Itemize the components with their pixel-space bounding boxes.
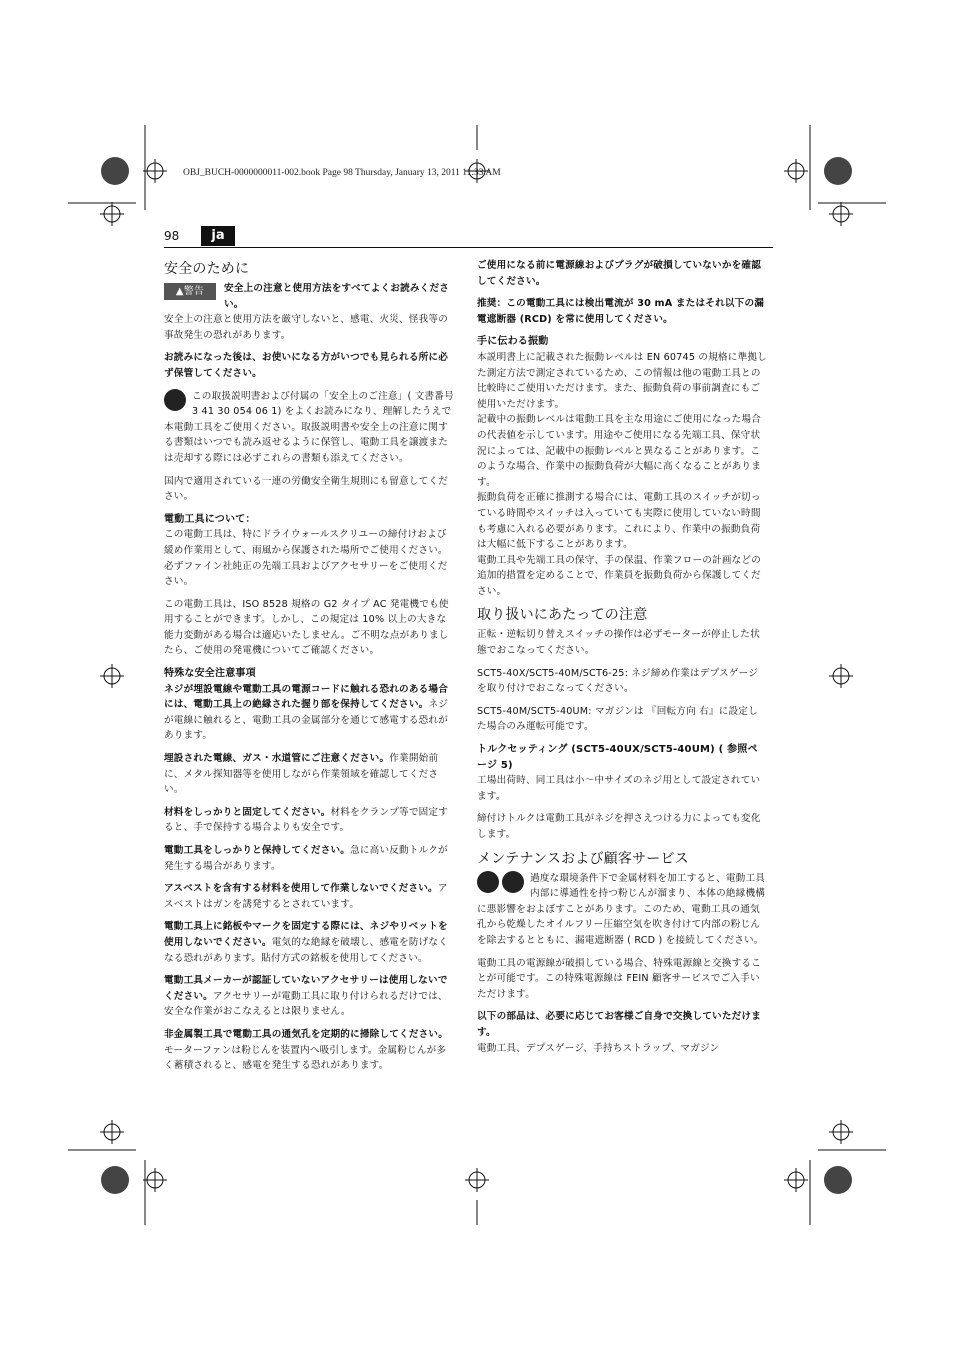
generator-paragraph: この電動工具は、ISO 8528 規格の G2 タイプ AC 発電機でも使用することができます。しかし、この規定は 10% 以上の大きな能力変動がある場合は適応いたしません。ご不明な点がありましたら、ご使用の発電機についてご確認ください。: [164, 598, 449, 657]
eye-protection-icon: [477, 871, 499, 893]
left-column: [164, 258, 454, 1081]
magazine-paragraph: SCT5-40M/SCT5-40UM: マガジンは 『回転方向 右』に設定した場合のみ運転可能です。: [477, 705, 758, 733]
header-rule: [164, 247, 773, 248]
warning-text: 安全上の注意と使用方法を厳守しないと、感電、火災、怪我等の事故発生の恐れがあります。: [164, 314, 449, 341]
special-safety-heading: 特殊な安全注意事項: [164, 668, 256, 680]
torque-paragraph: 締付けトルクは電動工具がネジを押さえつける力によっても変化します。: [477, 813, 761, 840]
safety-item: 電動工具をしっかりと保持してください。急に高い反動トルクが発生する場合があります。: [164, 845, 448, 872]
about-heading: 電動工具について：: [164, 513, 256, 525]
torque-paragraph: 工場出荷時、同工具は小～中サイズのネジ用として設定されています。: [477, 775, 761, 802]
regulations-paragraph: 国内で適用されている一連の労働安全衛生規則にも留意してください。: [164, 475, 449, 503]
read-manual-icon: [164, 389, 186, 411]
right-column: [477, 258, 767, 1063]
page-number: 98: [164, 229, 180, 243]
cord-replace-paragraph: 電動工具の電源線が破損している場合、特殊電源線と交換することが可能です。この特殊電源線は FEIN 顧客サービスでご入手いただけます。: [477, 957, 762, 1000]
safety-item: 材料をしっかりと固定してください。材料をクランプ等で固定すると、手で保持する場合よりも安全です。: [164, 806, 449, 834]
safety-item: 電動工具メーカーが認証していないアクセサリーは使用しないでください。アクセサリーが電動工具に取り付けられるだけでは、安全な作業がおこなえるとは限りません。: [164, 975, 448, 1018]
safety-item: 埋設された電線、ガス・水道管にご注意ください。作業開始前に、メタル探知器等を使用しながら作業領域を確認してください。: [164, 753, 439, 796]
parts-text: 電動工具、デプスゲージ、手持ちストラップ、マガジン: [477, 1042, 720, 1054]
depth-gauge-paragraph: SCT5-40X/SCT5-40M/SCT6-25: ネジ締め作業はデプスゲージを取り付けでおこなってください。: [477, 667, 759, 695]
read-manual-paragraph: この取扱説明書および付属の「安全上のご注意」( 文書番号 3 41 30 054 06 1) をよくお読みになり、理解したうえで本電動工具をご使用ください。取扱説明書や安全上の注意に関する書類はいつでも読み返せるように保管し、電動工具を譲渡または売却する際には必ずこれらの書類も添えてください。: [164, 390, 454, 464]
warning-block: [164, 281, 454, 312]
language-tab: ja: [201, 226, 235, 246]
safety-item: 非金属製工具で電動工具の通気孔を定期的に掃除してください。モーターファンは粉じんを装置内へ吸引します。金属粉じんが多く蓄積されると、感電を発生する恐れがあります。: [164, 1028, 449, 1072]
printer-slug: OBJ_BUCH-0000000011-002.book Page 98 Thursday, January 13, 2011 11:33 AM: [183, 168, 501, 178]
handling-paragraph: 正転・逆転切り替えスイッチの操作は必ずモーターが停止した状態でおこなってください。: [477, 629, 760, 657]
vibration-paragraph: 記載中の振動レベルは電動工具を主な用途にご使用になった場合の代表値を示しています。用途やご使用になる先端工具、保守状況によっては、記載中の振動レベルと異なることがあります。このような場合、作業中の振動負荷が大幅に高くなることがあります。: [477, 414, 762, 488]
safety-item: 電動工具上に銘板やマークを固定する際には、ネジやリベットを使用しないでください。電気的な絶縁を破壊し、感電を防げなくなる恐れがあります。貼付方式の銘板を使用してください。: [164, 921, 449, 964]
safety-item: アスベストを含有する材料を使用して作業しないでください。アスベストはガンを誘発するとされています。: [164, 883, 448, 910]
torque-heading: トルクセッティング (SCT5-40UX/SCT5-40UM) ( 参照ページ 5): [477, 744, 758, 771]
protection-icons: [477, 871, 524, 893]
warning-bold-text: 安全上の注意と使用方法をすべてよくお読みください。: [224, 283, 450, 310]
section-title-safety: 安全のために: [164, 261, 250, 277]
vibration-paragraph: 電動工具や先端工具の保守、手の保温、作業フローの計画などの追加的措置を定めることで、作業員を振動負荷から保護してください。: [477, 554, 762, 597]
safety-item: ネジが埋設電線や電動工具の電源コードに触れる恐れのある場合には、電動工具上の絶縁された握り部を保持してください。ネジが電線に触れると、電動工具の金属部分を通じて感電する恐れがあります。: [164, 683, 449, 742]
warning-triangle-icon: ▲: [175, 286, 184, 297]
section-title-handling: 取り扱いにあたっての注意: [477, 607, 648, 624]
keep-manual-text: お読みになった後は、お使いになる方がいつでも見られる所に必ず保管してください。: [164, 352, 449, 379]
section-title-maintenance: メンテナンスおよび顧客サービス: [477, 850, 689, 867]
check-cord-text: ご使用になる前に電源線およびプラグが破損していないかを確認してください。: [477, 260, 762, 287]
rcd-icon: [502, 871, 524, 893]
warning-label: ▲警告: [164, 283, 216, 300]
vibration-heading: 手に伝わる振動: [477, 336, 549, 348]
rcd-recommend-text: 推奨：この電動工具には検出電流が 30 mA またはそれ以下の漏電遮断器 (RCD) を常に使用してください。: [477, 298, 765, 325]
about-paragraph: この電動工具は、特にドライウォールスクリユーの締付けおよび緩め作業用として、雨風から保護された場所でご使用ください。必ずファイン社純正の先端工具およびアクセサリーをご使用ください。: [164, 529, 448, 588]
vibration-paragraph: 振動負荷を正確に推測する場合には、電動工具のスイッチが切っている時間やスイッチは入っていても実際に使用していない時間も考慮に入れる必要があります。これにより、作業中の振動負荷は大幅に低下することがあります。: [477, 492, 761, 551]
vibration-paragraph: 本説明書上に記載された振動レベルは EN 60745 の規格に準拠した測定方法で測定されているため、この情報は他の電動工具との比較時にご使用いただけます。また、振動負荷の事前調査にもご使用いただけます。: [477, 351, 767, 410]
maintenance-paragraph: 過度な環境条件下で金属材料を加工すると、電動工具内部に導通性を持つ粉じんが溜まり、本体の絶縁機構に悪影響をおよぼすことがあります。このため、電動工具の通気孔から乾燥したオイルフリー圧縮空気を吹き付けて内部の粉じんを除去するとともに、漏電遮断器 ( RCD ) を接続してください。: [477, 872, 766, 946]
parts-bold-text: 以下の部品は、必要に応じてお客様ご自身で交換していただけます。: [477, 1011, 762, 1038]
